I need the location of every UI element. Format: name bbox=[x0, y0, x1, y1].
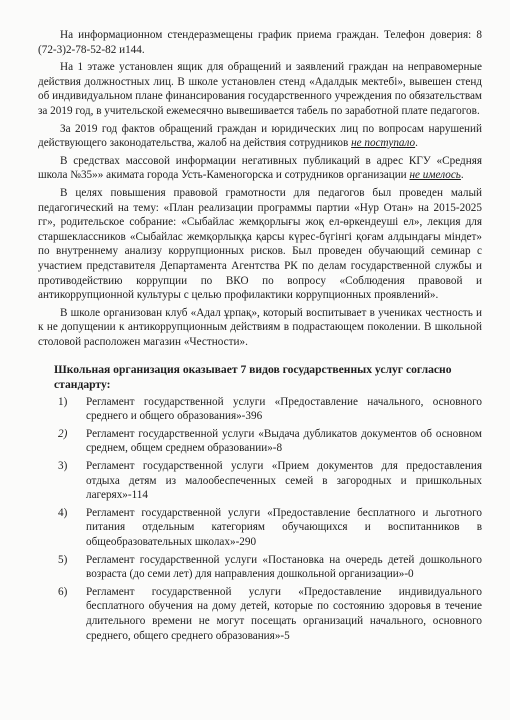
paragraph-text: В средствах массовой информации негативных публикаций в адрес КГУ «Средняя школа №35»» акимата города Усть-Каменогорска и сотрудников организации bbox=[38, 154, 482, 182]
service-text: Регламент государственной услуги «Предоставление начального, основного среднего и общего образования»-396 bbox=[86, 395, 482, 423]
paragraph-club bbox=[38, 306, 482, 350]
service-item bbox=[38, 506, 482, 550]
services-list bbox=[38, 395, 482, 644]
service-item bbox=[38, 427, 482, 456]
paragraph-text: В школе организован клуб «Адал ұрпақ», который воспитывает в учениках честность и к не допущении к антикоррупционным действиям в подрастающем поколении. В школьной столовой расположен магазин «Честности». bbox=[38, 306, 482, 348]
paragraph-legal-literacy bbox=[38, 186, 482, 303]
paragraph-text: На 1 этаже установлен ящик для обращений и заявлений граждан на неправомерные действия должностных лиц. В школе установлен стенд «Адалдык мектебі», вывешен стенд об индивидуальном плане финансирования государственного учреждения по обязательствам за 2019 год, в учительской ежемесячно вывешивается табель по заработной плате педагогов. bbox=[38, 61, 482, 117]
service-item bbox=[38, 459, 482, 503]
paragraph-end: . bbox=[460, 169, 464, 182]
service-item bbox=[38, 553, 482, 582]
service-number: 4) bbox=[58, 506, 68, 519]
paragraph-complaint-box bbox=[38, 60, 482, 118]
service-number: 2) bbox=[58, 427, 68, 440]
service-number: 1) bbox=[58, 395, 68, 408]
paragraph-end: . bbox=[415, 137, 418, 150]
paragraph-text: В целях повышения правовой грамотности для педагогов был проведен малый педагогический на тему: «План реализации программы партии «Нур Отан» на 2015-2025 гг», родительское собрание: «Сыбайлас жемқорлығы жоқ ел-өркендеуші ел», лекция для старшеклассников «Сыбайлас жемқорлыққа қарсы күрес-бүгінгі қоғам алдындағы міндет» по внутреннему анализу коррупционных рисков. Был проведен обучающий семинар с участием представителя Департамента Агентства РК по делам государственной службы и противодействию коррупции по ВКО по вопросу «Соблюдения правовой и антикоррупционной культуры с целью профилактики коррупционных проявлений». bbox=[38, 186, 482, 302]
service-number: 5) bbox=[58, 553, 68, 566]
service-number: 6) bbox=[58, 585, 68, 598]
service-text: Регламент государственной услуги «Постановка на очередь детей дошкольного возраста (до семи лет) для направления дошкольной организации»-0 bbox=[86, 553, 482, 581]
paragraph-hotline bbox=[38, 28, 482, 57]
service-text: Регламент государственной услуги «Прием документов для предоставления отдыха детям из малообеспеченных семей в загородных и пришкольных лагерях»-114 bbox=[86, 460, 482, 502]
paragraph-appeals bbox=[38, 122, 482, 151]
service-item bbox=[38, 395, 482, 424]
services-heading: Школьная организация оказывает 7 видов государственных услуг согласно стандарту: bbox=[54, 363, 452, 392]
paragraph-text: За 2019 год фактов обращений граждан и юридических лиц по вопросам нарушений действующего законодательства, жалоб на действия сотрудников bbox=[38, 122, 482, 150]
underlined-phrase: не поступало bbox=[351, 137, 416, 150]
service-text: Регламент государственной услуги «Предоставление индивидуального бесплатного обучения на дому детей, которые по состоянию здоровья в течение длительного времени не могут посещать организаций начального, основного среднего, общего среднего образования»-5 bbox=[86, 585, 482, 642]
service-number: 3) bbox=[58, 460, 68, 473]
service-text: Регламент государственной услуги «Выдача дубликатов документов об основном среднем, общем среднем образовании»-8 bbox=[86, 427, 482, 455]
underlined-phrase: не имелось bbox=[409, 169, 461, 182]
service-text: Регламент государственной услуги «Предоставление бесплатного и льготного питания отдельным категориям обучающихся и воспитанников в общеобразовательных школах»-290 bbox=[86, 506, 482, 548]
paragraph-media bbox=[38, 154, 482, 183]
paragraph-text: На информационном стендеразмещены график приема граждан. Телефон доверия: 8 (72-3)2-78-52-82 и144. bbox=[38, 29, 482, 56]
service-item bbox=[38, 585, 482, 643]
